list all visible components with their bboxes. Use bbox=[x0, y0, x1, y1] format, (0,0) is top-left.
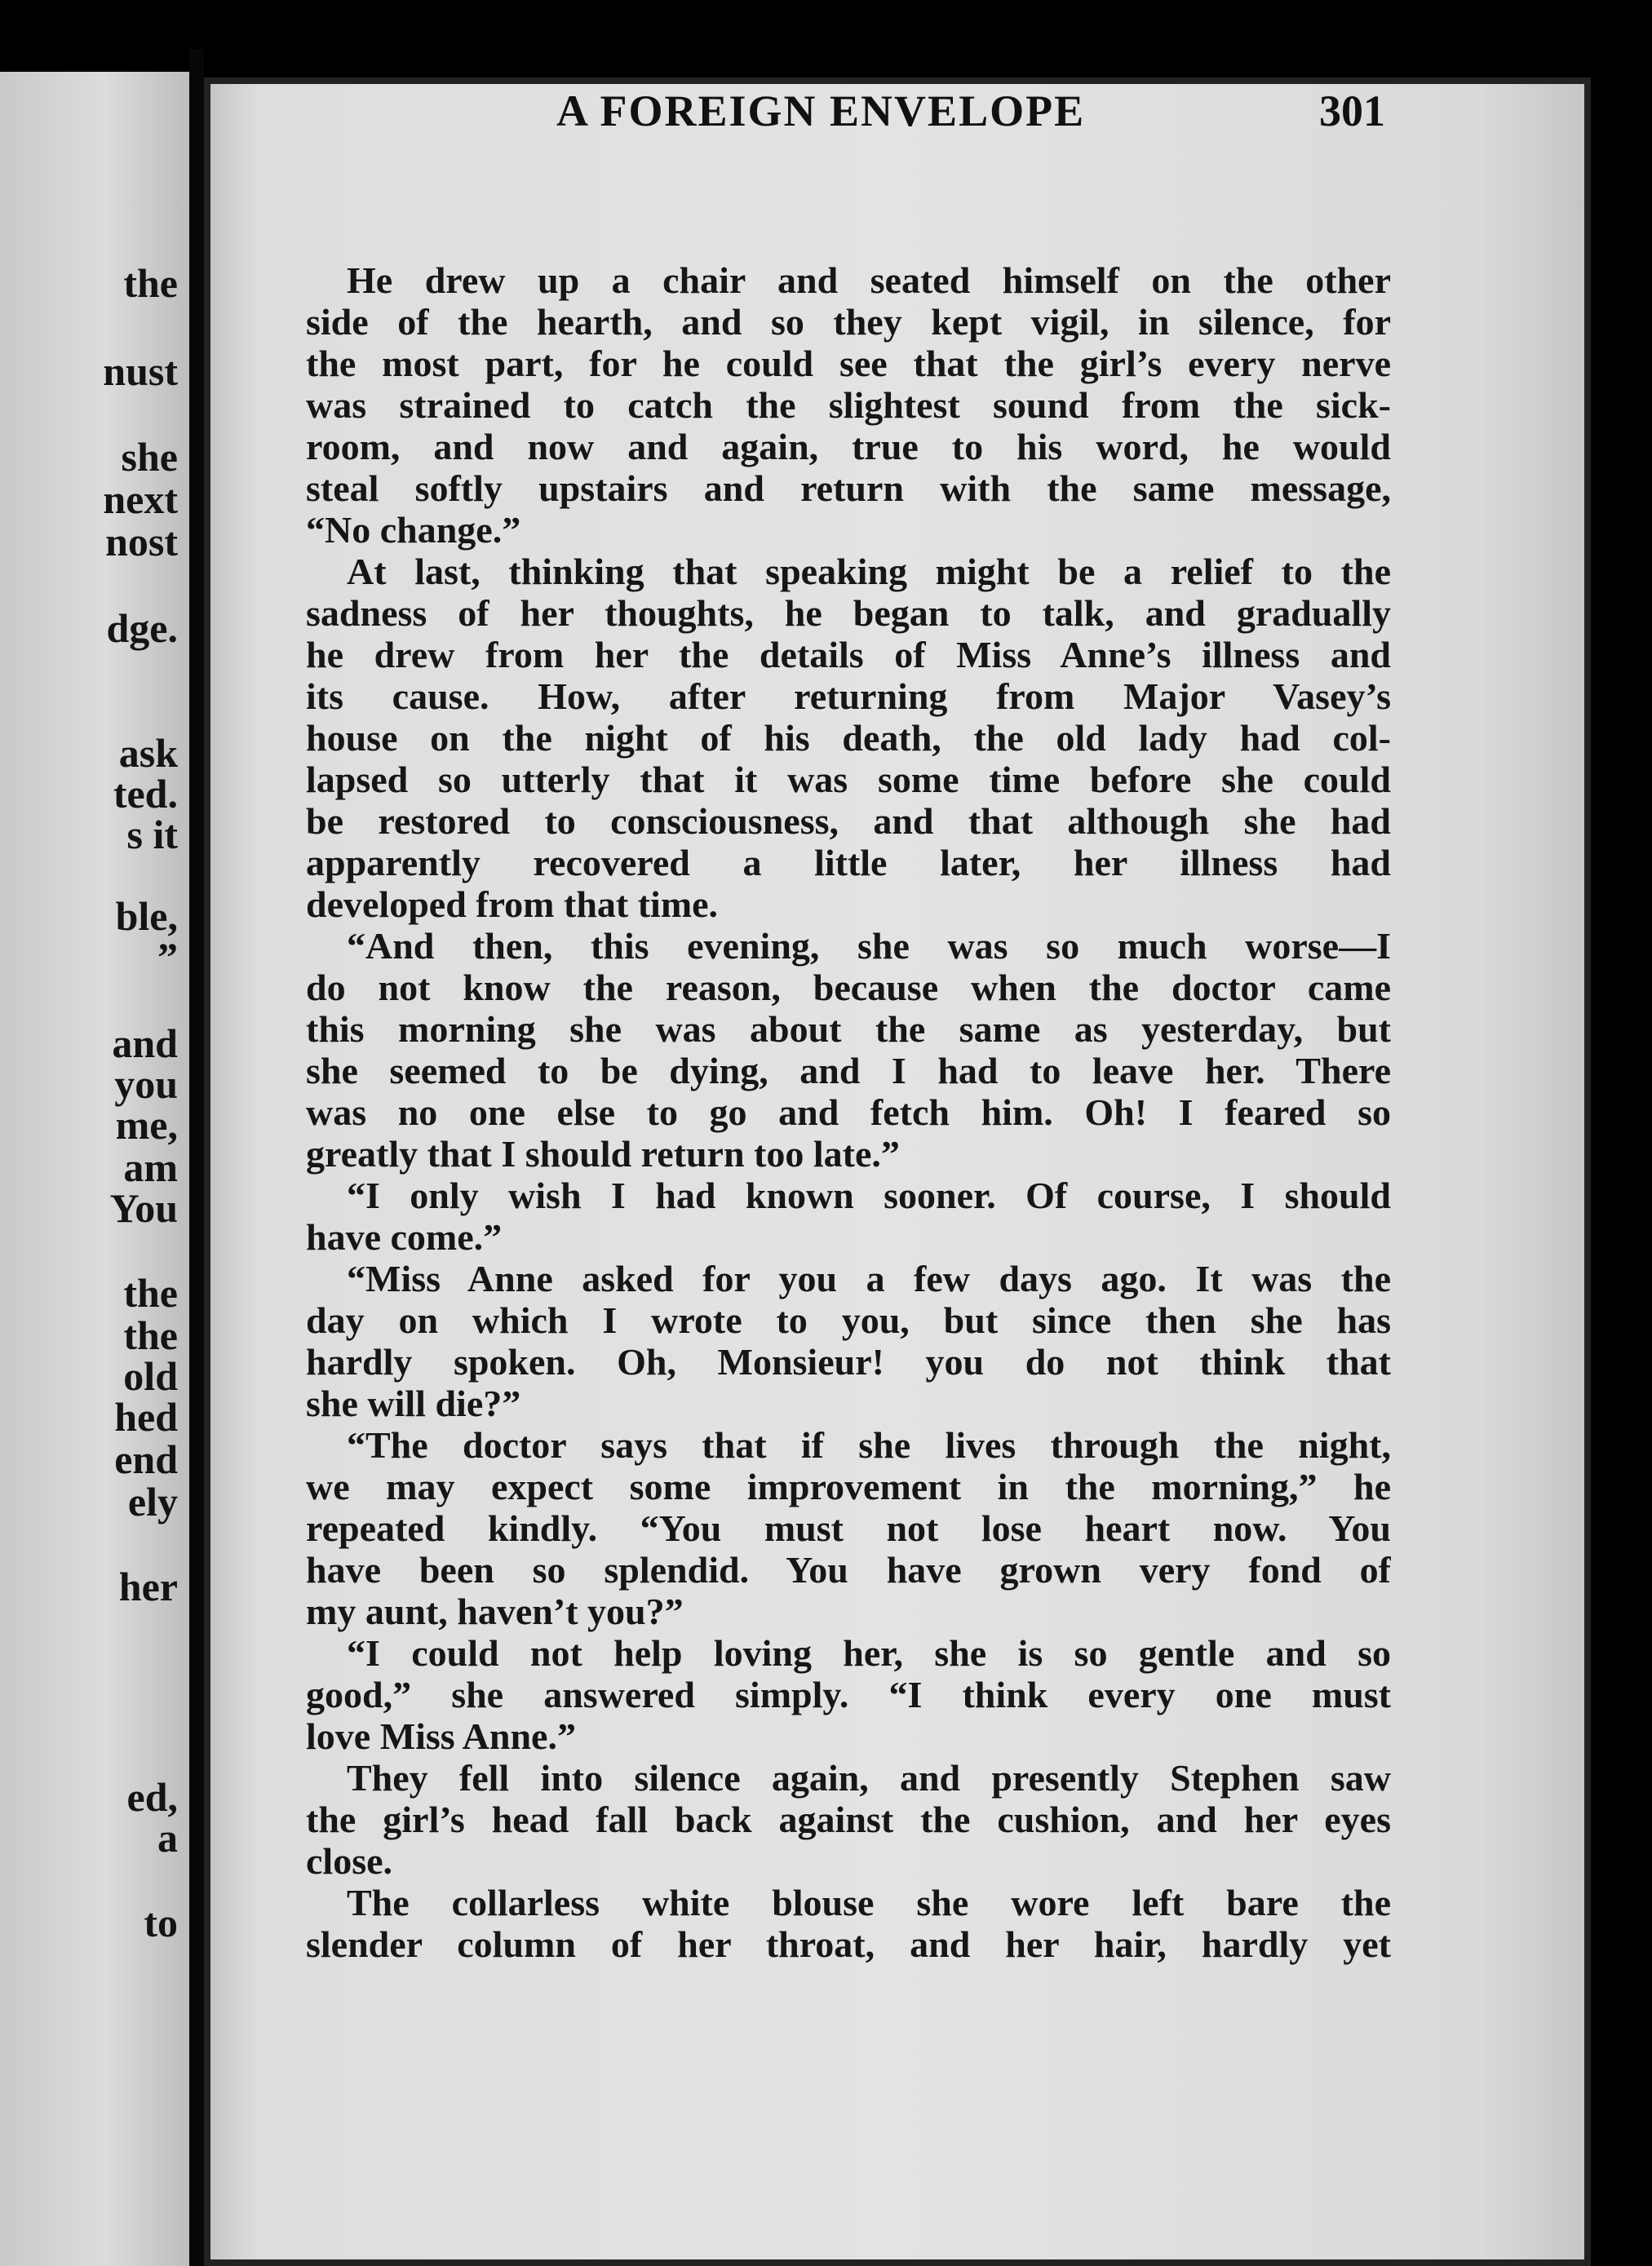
facing-page-line: ely bbox=[127, 1479, 178, 1525]
text-line: house on the night of his death, the old lady had col- bbox=[306, 717, 1391, 759]
text-line: room, and now and again, true to his word, he would bbox=[306, 426, 1391, 467]
text-line: greatly that I should return too late.” bbox=[306, 1133, 900, 1175]
text-line: “The doctor says that if she lives through the night, bbox=[347, 1424, 1391, 1466]
text-line: close. bbox=[306, 1840, 393, 1882]
text-line: love Miss Anne.” bbox=[306, 1715, 576, 1757]
text-line: sadness of her thoughts, he began to talk, and gradually bbox=[306, 592, 1391, 634]
text-line: the girl’s head fall back against the cushion, and her eyes bbox=[306, 1799, 1391, 1840]
running-title: A FOREIGN ENVELOPE bbox=[556, 86, 1086, 135]
text-line: she seemed to be dying, and I had to leave her. There bbox=[306, 1050, 1391, 1091]
text-line: my aunt, haven’t you?” bbox=[306, 1591, 684, 1632]
facing-page-line: ed, bbox=[126, 1774, 178, 1820]
facing-page-line: the bbox=[123, 260, 178, 306]
text-line: steal softly upstairs and return with the same message, bbox=[306, 467, 1391, 509]
facing-page-line: ask bbox=[118, 730, 178, 776]
text-line: developed from that time. bbox=[306, 883, 719, 925]
facing-page-line: s it bbox=[126, 812, 178, 857]
running-head bbox=[354, 86, 1398, 143]
text-line: He drew up a chair and seated himself on the other bbox=[347, 259, 1391, 301]
facing-page-line: the bbox=[123, 1312, 178, 1358]
facing-page-line: a bbox=[157, 1815, 178, 1861]
text-line: “No change.” bbox=[306, 509, 521, 551]
facing-page-line: You bbox=[109, 1185, 178, 1231]
text-line: “I only wish I had known sooner. Of course, I should bbox=[347, 1175, 1391, 1216]
facing-page-line: old bbox=[123, 1353, 178, 1399]
text-line: have come.” bbox=[306, 1216, 503, 1258]
text-line: “I could not help loving her, she is so gentle and so bbox=[347, 1632, 1391, 1674]
facing-page-line: the bbox=[123, 1270, 178, 1316]
facing-page-line: to bbox=[144, 1900, 178, 1945]
text-line: “And then, this evening, she was so much worse—I bbox=[347, 925, 1391, 967]
facing-page-line: end bbox=[114, 1436, 178, 1482]
text-line: this morning she was about the same as yesterday, but bbox=[306, 1008, 1391, 1050]
facing-page-line: ble, bbox=[115, 893, 178, 939]
text-line: do not know the reason, because when the doctor came bbox=[306, 967, 1391, 1008]
text-line: slender column of her throat, and her hair, hardly yet bbox=[306, 1923, 1391, 1965]
text-line: be restored to consciousness, and that although she had bbox=[306, 800, 1391, 842]
facing-page-line: nost bbox=[105, 519, 178, 564]
text-line: the most part, for he could see that the girl’s every nerve bbox=[306, 343, 1391, 384]
text-line: The collarless white blouse she wore left bare the bbox=[347, 1882, 1391, 1923]
text-line: At last, thinking that speaking might be a relief to the bbox=[347, 551, 1391, 592]
text-line: day on which I wrote to you, but since then she has bbox=[306, 1299, 1391, 1341]
text-line: repeated kindly. “You must not lose heart now. You bbox=[306, 1507, 1391, 1549]
facing-page-fragment bbox=[0, 72, 189, 2266]
text-line: lapsed so utterly that it was some time before she could bbox=[306, 759, 1391, 800]
facing-page-line: hed bbox=[114, 1394, 178, 1440]
text-line: he drew from her the details of Miss Anne’s illness and bbox=[306, 634, 1391, 675]
text-line: she will die?” bbox=[306, 1383, 521, 1424]
facing-page-line: and bbox=[112, 1020, 178, 1066]
text-line: side of the hearth, and so they kept vigil, in silence, for bbox=[306, 301, 1391, 343]
facing-page-line: me, bbox=[115, 1102, 178, 1148]
text-line: “Miss Anne asked for you a few days ago. It was the bbox=[347, 1258, 1391, 1299]
facing-page-line: you bbox=[114, 1061, 178, 1107]
text-line: apparently recovered a little later, her illness had bbox=[306, 842, 1391, 883]
facing-page-line: nust bbox=[103, 348, 178, 394]
text-line: was strained to catch the slightest sound from the sick- bbox=[306, 384, 1391, 426]
body-text bbox=[306, 259, 1391, 1965]
text-line: hardly spoken. Oh, Monsieur! you do not think that bbox=[306, 1341, 1391, 1383]
facing-page-line: ted. bbox=[113, 771, 178, 817]
text-line: They fell into silence again, and presently Stephen saw bbox=[347, 1757, 1391, 1799]
facing-page-line: ” bbox=[157, 934, 178, 980]
text-line: its cause. How, after returning from Major Vasey’s bbox=[306, 675, 1391, 717]
text-line: was no one else to go and fetch him. Oh! I feared so bbox=[306, 1091, 1391, 1133]
facing-page-line: next bbox=[103, 476, 178, 522]
facing-page-line: dge. bbox=[106, 605, 178, 651]
text-line: we may expect some improvement in the morning,” he bbox=[306, 1466, 1391, 1507]
page-number: 301 bbox=[1319, 86, 1385, 135]
facing-page-line: her bbox=[118, 1564, 178, 1609]
text-line: have been so splendid. You have grown very fond of bbox=[306, 1549, 1391, 1591]
book-gutter bbox=[189, 49, 204, 2266]
facing-page-line: she bbox=[121, 434, 178, 480]
text-line: good,” she answered simply. “I think every one must bbox=[306, 1674, 1391, 1715]
facing-page-line: am bbox=[123, 1144, 178, 1190]
